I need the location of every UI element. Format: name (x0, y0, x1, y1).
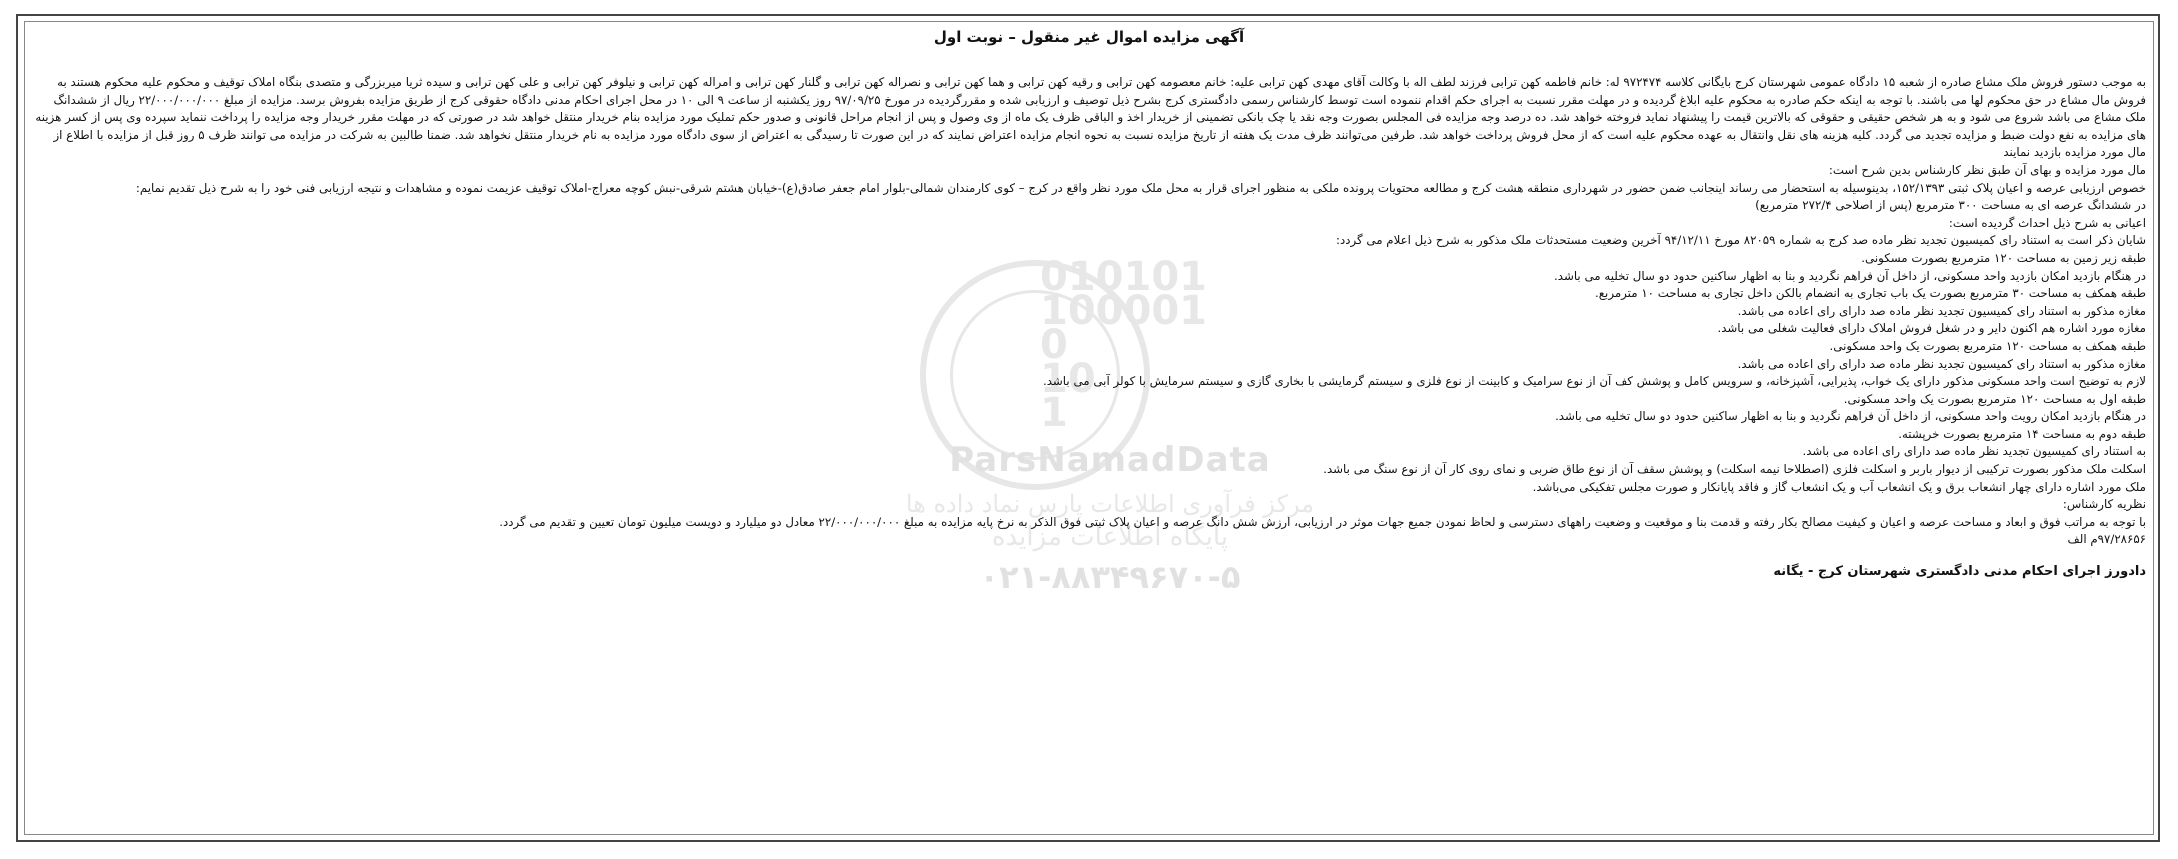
notice-line: مغازه مورد اشاره هم اکنون دایر و در شغل فروش املاک دارای فعالیت شغلی می باشد. (1717, 321, 2146, 336)
notice-line: طبقه زیر زمین به مساحت ۱۲۰ مترمربع بصورت مسکونی. (1861, 250, 2146, 265)
notice-line: طبقه دوم به مساحت ۱۴ مترمربع بصورت خرپشته. (1898, 426, 2146, 441)
notice-line: اسکلت ملک مذکور بصورت ترکیبی از دیوار باربر و اسکلت فلزی (اصطلاحا نیمه اسکلت) و پوشش سقف آن از نوع طاق ضربی و نمای روی کار آن از نوع سنگ می باشد. (1323, 462, 2146, 477)
notice-paragraph-1: به موجب دستور فروش ملک مشاع صادره از شعبه ۱۵ دادگاه عمومی شهرستان کرج بایگانی کلاسه ۹۷۲۴۷۴ له: خانم فاطمه کهن ترابی فرزند لطف اله با وکالت آقای مهدی کهن ترابی علیه: خانم معصومه کهن ترابی و رقیه کهن ترابی و هما کهن ترابی و نصراله کهن ترابی و گلنار کهن ترابی و امراله کهن ترابی و نیلوفر کهن ترابی و علی کهن ترابی و سیده ثریا میربزرگی و متصدی بنگاه املاک توقیف و محکوم علیه محکوم هستند به فروش مال مشاع در حق محکوم لها می باشند. با توجه به اینکه حکم صادره به محکوم علیه ابلاغ گردیده و در مهلت مقرر نسبت به اجرای حکم اقدام ننموده است توسط کارشناس رسمی دادگستری کرج بشرح ذیل توصیف و ارزیابی شده و مقررگردیده در مورخ ۹۷/۰۹/۲۵ روز یکشنبه از ساعت ۹ الی ۱۰ در محل اجرای احکام مدنی دادگاه حقوقی کرج از طریق مزایده بفروش برسد. مزایده از مبلغ ۲۲/۰۰۰/۰۰۰/۰۰۰ ریال از ششدانگ ملک مشاع می باشد شروع می شود و به هر شخص حقیقی و حقوقی که بالاترین قیمت را پیشنهاد نماید فروخته خواهد شد. ده درصد وجه مزایده فی المجلس بصورت وجه نقد یا چک بانکی تضمینی از خریدار اخذ و الباقی ظرف یک ماه از وی وصول و پس از انجام مراحل قانونی و صدور حکم تملیک مورد مزایده بنام خریدار منتقل خواهد شد در صورتی که در مهلت مقرر خریدار وجه مزایده را پرداخت ننماید سپرده وی پس از کسر هزینه های مزایده به نفع دولت ضبط و مزایده تجدید می گردد. کلیه هزینه های نقل وانتقال به عهده محکوم علیه است که از محل فروش پرداخت خواهد شد. طرفین می‌توانند ظرف مدت یک هفته از تاریخ مزایده نسبت به نحوه انجام مزایده اعتراض نمایند که در این صورت تا رسیدگی به اعتراض از سوی دادگاه مورد مزایده به نام خریدار منتقل نخواهد شد. ضمنا طالبین به شرکت در مزایده می توانند ظرف ۵ روز قبل از مزایده با اطلاع از مال مورد مزایده بازدید نمایند (35, 75, 2146, 160)
watermark-subtitle: مرکز فرآوری اطلاعات پارس نماد داده ها (905, 490, 1315, 518)
watermark-phone: ۰۲۱-۸۸۳۴۹۶۷۰-۵ (979, 558, 1241, 596)
watermark-brand: ParsNamadData (949, 440, 1271, 480)
signature-line: دادورز اجرای احکام مدنی دادگستری شهرستان کرج - یگانه (1773, 564, 2146, 580)
reference-number-value: ۹۷/۲۸۶۵۶ (2097, 532, 2146, 547)
reference-number (32, 531, 2146, 549)
notice-line: در هنگام بازدید امکان بازدید واحد مسکونی، از داخل آن فراهم نگردید و بنا به اظهار ساکنین حدود دو سال تخلیه می باشد. (1554, 268, 2146, 283)
notice-line: ملک مورد اشاره دارای چهار انشعاب برق و یک انشعاب آب و یک انشعاب گاز و فاقد پایانکار و صورت مجلس تفکیکی می‌باشد. (1532, 479, 2146, 494)
notice-line: به استناد رای کمیسیون تجدید نظر ماده صد دارای رای اعاده می باشد. (1802, 444, 2146, 459)
notice-line: طبقه همکف به مساحت ۳۰ مترمربع بصورت یک باب تجاری به انضمام بالکن داخل تجاری به مساحت ۱۰ مترمربع. (1595, 286, 2146, 301)
notice-line: نظریه کارشناس: (2062, 497, 2146, 512)
notice-line: با توجه به مراتب فوق و ابعاد و مساحت عرصه و اعیان و کیفیت مصالح بکار رفته و قدمت بنا و موقعیت و وضعیت راههای دسترسی و لحاظ نمودن جمیع جهات موثر در ارزیابی، ارزش شش دانگ عرصه و اعیان پلاک ثبتی فوق الذکر به نرخ پایه مزایده به مبلغ ۲۲/۰۰۰/۰۰۰/۰۰۰ معادل دو میلیارد و دویست میلیون تومان تعیین و تقدیم می گردد. (499, 514, 2146, 529)
notice-line: مغازه مذکور به استناد رای کمیسیون تجدید نظر ماده صد دارای رای اعاده می باشد. (1737, 303, 2146, 318)
notice-line: در هنگام بازدید امکان رویت واحد مسکونی، از داخل آن فراهم نگردید و بنا به اظهار ساکنین حدود دو سال تخلیه می باشد. (1555, 409, 2146, 424)
notice-line: اعیانی به شرح ذیل احداث گردیده است: (1948, 215, 2146, 230)
watermark-subtitle-2: پایگاه اطلاعات مزایده (991, 522, 1229, 552)
notice-content (32, 24, 2146, 832)
notice-line: در ششدانگ عرصه ای به مساحت ۳۰۰ مترمربع (پس از اصلاحی ۲۷۲/۴ مترمربع) (1755, 198, 2146, 213)
notice-line: لازم به توضیح است واحد مسکونی مذکور دارای یک خواب، پذیرایی، آشپزخانه، و سرویس کامل و پوشش کف آن از نوع سرامیک و کابینت از نوع فلزی و سیستم گرمایشی با بخاری گازی و سیستم سرمایش با کولر آبی می باشد. (1042, 374, 2146, 389)
notice-line: مال مورد مزایده و بهای آن طبق نظر کارشناس بدین شرح است: (1828, 162, 2146, 177)
notice-line: شایان ذکر است به استناد رای کمیسیون تجدید نظر ماده صد کرج به شماره ۸۲۰۵۹ مورخ ۹۴/۱۲/۱۱ آخرین وضعیت مستحدثات ملک مذکور به شرح ذیل اعلام می گردد: (1336, 233, 2146, 248)
watermark-binary-digits: 010101 100001 0 10 1 (1040, 254, 1207, 436)
notice-line: مغازه مذکور به استناد رای کمیسیون تجدید نظر ماده صد دارای رای اعاده می باشد. (1737, 356, 2146, 371)
notice-title: آگهی مزایده اموال غیر منقول – نوبت اول (933, 28, 1245, 46)
reference-number-suffix: م الف (2067, 532, 2098, 547)
notice-line: طبقه اول به مساحت ۱۲۰ مترمربع بصورت یک واحد مسکونی. (1843, 391, 2146, 406)
notice-line: خصوص ارزیابی عرصه و اعیان پلاک ثبتی ۱۵۲/۱۳۹۳، بدینوسیله به استحضار می رساند اینجانب ضمن حضور در شهرداری منطقه هشت کرج و مطالعه محتویات پرونده ملکی به منظور اجرای قرار به محل ملک مورد نظر واقع در کرج – کوی کارمندان شمالی-بلوار امام جعفر صادق(ع)-خیابان هشتم شرقی-نبش کوچه معراج-املاک توقیف عزیمت نموده و مشاهدات و نتیجه ارزیابی فنی خود را به شرح ذیل تقدیم نمایم: (135, 180, 2146, 195)
notice-line: طبقه همکف به مساحت ۱۲۰ مترمربع بصورت یک واحد مسکونی. (1829, 338, 2146, 353)
